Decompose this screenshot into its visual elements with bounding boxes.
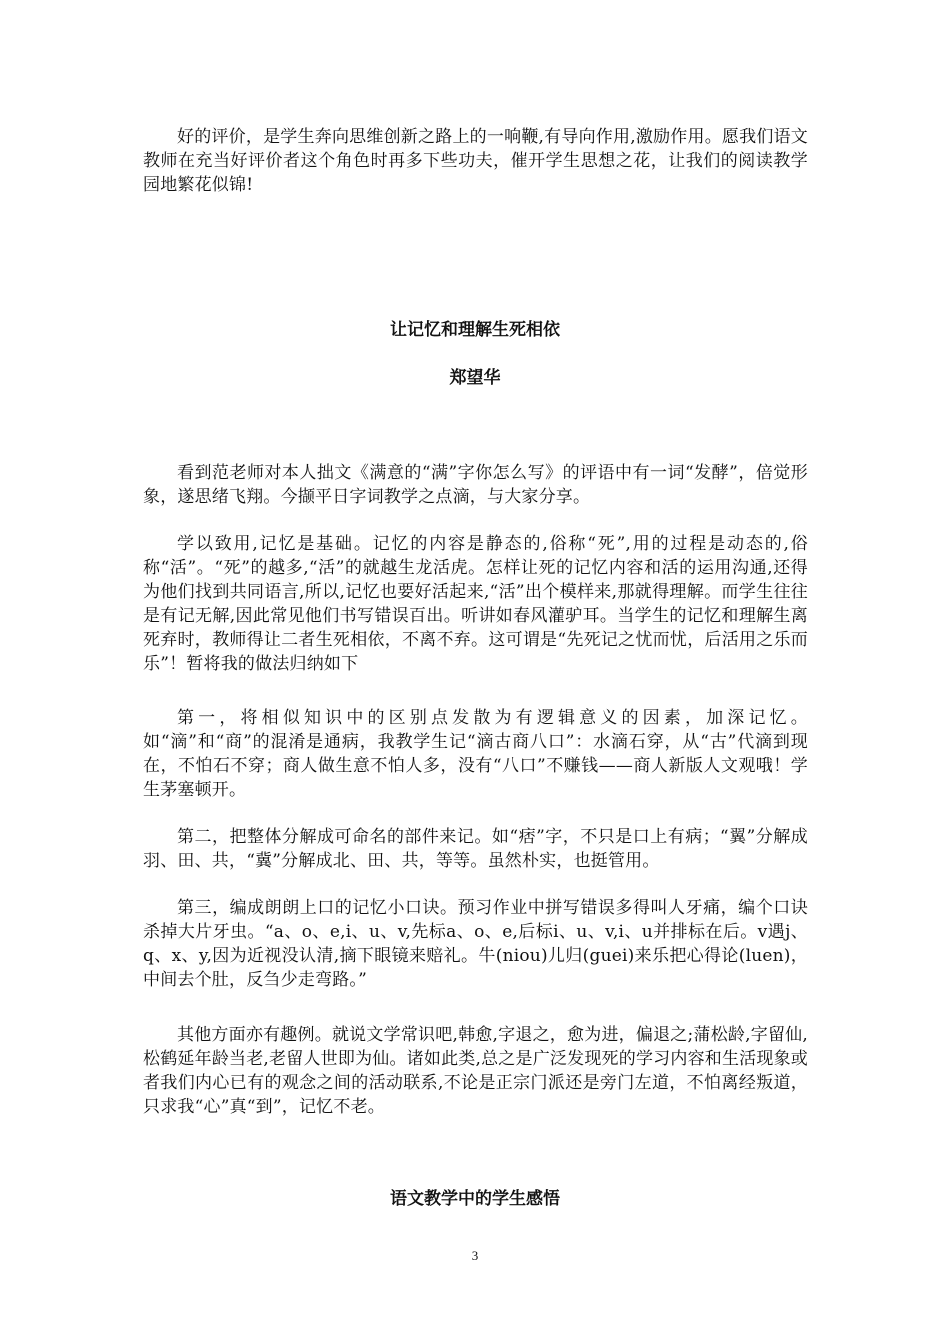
intro-paragraph: 好的评价，是学生奔向思维创新之路上的一响鞭,有导向作用,激励作用。愿我们语文教师在充当好评价者这个角色时再多下些功夫，催开学生思想之花，让我们的阅读教学园地繁花似锦! [143, 127, 808, 195]
article-paragraph: 第二，把整体分解成可命名的部件来记。如“痞”字，不只是口上有病；“翼”分解成羽、田、共，“冀”分解成北、田、共，等等。虽然朴实，也挺管用。 [143, 827, 808, 871]
next-article-title: 语文教学中的学生感悟 [390, 1189, 560, 1209]
article-paragraph: 学以致用,记忆是基础。记忆的内容是静态的,俗称“死”,用的过程是动态的,俗称“活”。“死”的越多,“活”的就越生龙活虎。怎样让死的记忆内容和活的运用沟通,还得为他们找到共同语言,所以,记忆也要好活起来,“活”出个模样来,那就得理解。而学生往往是有记无解,因此常见他们书写错误百出。听讲如春风灌驴耳。当学生的记忆和理解生离死弃时，教师得让二者生死相依，不离不弃。这可谓是“先死记之忧而忧，后活用之乐而乐”！暂将我的做法归纳如下 [143, 534, 808, 674]
article-paragraph: 其他方面亦有趣例。就说文学常识吧,韩愈,字退之，愈为进，偏退之;蒲松龄,字留仙,松鹤延年龄当老,老留人世即为仙。诸如此类,总之是广泛发现死的学习内容和生活现象或者我们内心已有的观念之间的活动联系,不论是正宗门派还是旁门左道，不怕离经叛道，只求我“心”真“到”，记忆不老。 [143, 1025, 808, 1117]
article-author: 郑望华 [449, 368, 501, 388]
article-paragraph: 第三，编成朗朗上口的记忆小口诀。预习作业中拼写错误多得叫人牙痛，编个口诀杀掉大片牙虫。“a、o、e,i、u、v,先标a、o、e,后标i、u、v,i、u并排标在后。v遇j、q、x、y,因为近视没认清,摘下眼镜来赔礼。牛(niou)儿归(guei)来乐把心得论(luen)，中间去个肚，反刍少走弯路。” [143, 898, 808, 990]
article-title: 让记忆和理解生死相依 [390, 320, 560, 340]
article-paragraph: 第一，将相似知识中的区别点发散为有逻辑意义的因素，加深记忆。如“滴”和“商”的混淆是通病，我教学生记“滴古商八口”：水滴石穿，从“古”代滴到现在，不怕石不穿；商人做生意不怕人多，没有“八口”不赚钱——商人新版人文观哦！学生茅塞顿开。 [143, 708, 808, 800]
page-number: 3 [471, 1248, 479, 1263]
article-paragraph: 看到范老师对本人拙文《满意的“满”字你怎么写》的评语中有一词“发酵”，倍觉形象，遂思绪飞翔。今撷平日字词教学之点滴，与大家分享。 [143, 463, 808, 507]
